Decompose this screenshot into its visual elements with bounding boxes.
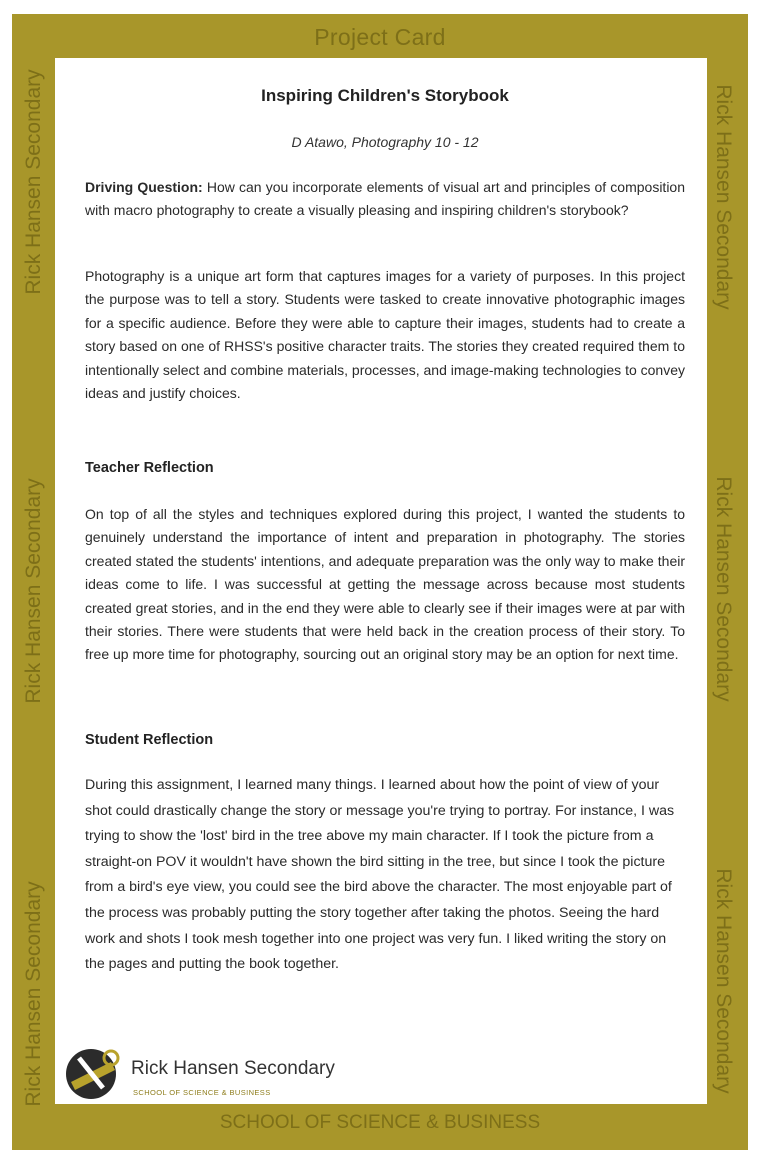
card-title: Project Card	[314, 24, 446, 50]
side-label-right-middle: Rick Hansen Secondary	[712, 476, 735, 702]
driving-question	[85, 176, 685, 223]
teacher-reflection-heading: Teacher Reflection	[85, 460, 214, 476]
logo-tagline: SCHOOL OF SCIENCE & BUSINESS	[133, 1088, 271, 1097]
side-label-right-bottom: Rick Hansen Secondary	[712, 868, 735, 1094]
teacher-reflection-text: On top of all the styles and techniques explored during this project, I wanted the students to genuinely understand the importance of intent and preparation in photography. The stories created stated the students' intentions, and adequate preparation was the only way to make their ideas come to life. I was successful at getting the message across because most students created great stories, and in the end they were able to clearly see if their images were at par with their stories. There were students that were held back in the creation process of their story. To free up more time for photography, sourcing out an original story may be an option for next time.	[85, 506, 685, 663]
school-logo-icon	[59, 1044, 125, 1102]
content-panel	[55, 58, 707, 1104]
student-reflection-heading: Student Reflection	[85, 732, 214, 748]
document-subtitle: D Atawo, Photography 10 - 12	[291, 134, 479, 150]
document-title: Inspiring Children's Storybook	[261, 86, 509, 105]
side-label-left-bottom: Rick Hansen Secondary	[22, 881, 45, 1107]
side-label-left-middle: Rick Hansen Secondary	[22, 478, 45, 704]
side-label-left-top: Rick Hansen Secondary	[22, 69, 45, 295]
card-footer: SCHOOL OF SCIENCE & BUSINESS	[219, 1112, 541, 1133]
school-logo	[59, 1044, 359, 1102]
intro-paragraph: Photography is a unique art form that captures images for a variety of purposes. In this project the purpose was to tell a story. Students were tasked to create innovative photographic images for a specific audience. Before they were able to capture their images, students had to create a story based on one of RHSS's positive character traits. The stories they created required them to intentionally select and combine materials, processes, and image-making technologies to convey ideas and justify choices.	[85, 268, 685, 402]
driving-question-text: How can you incorporate elements of visual art and principles of composition with macro photography to create a visually pleasing and inspiring children's storybook?	[85, 179, 686, 219]
side-label-right-top: Rick Hansen Secondary	[712, 84, 735, 310]
student-reflection-text: During this assignment, I learned many things. I learned about how the point of view of your shot could drastically change the story or message you're trying to portray. For instance, I was trying to show the 'lost' bird in the tree above my main character. If I took the picture from a straight-on POV it wouldn't have shown the bird sitting in the tree, but since I took the picture from a bird's eye view, you could see the bird above the character. The most enjoyable part of the process was probably putting the story together after taking the photos. Seeing the hard work and shots I took mesh together into one project was very fun. I liked writing the story on the pages and putting the book together.	[85, 777, 675, 973]
logo-school-name: Rick Hansen Secondary	[131, 1058, 335, 1079]
driving-question-label: Driving Question:	[85, 179, 203, 195]
